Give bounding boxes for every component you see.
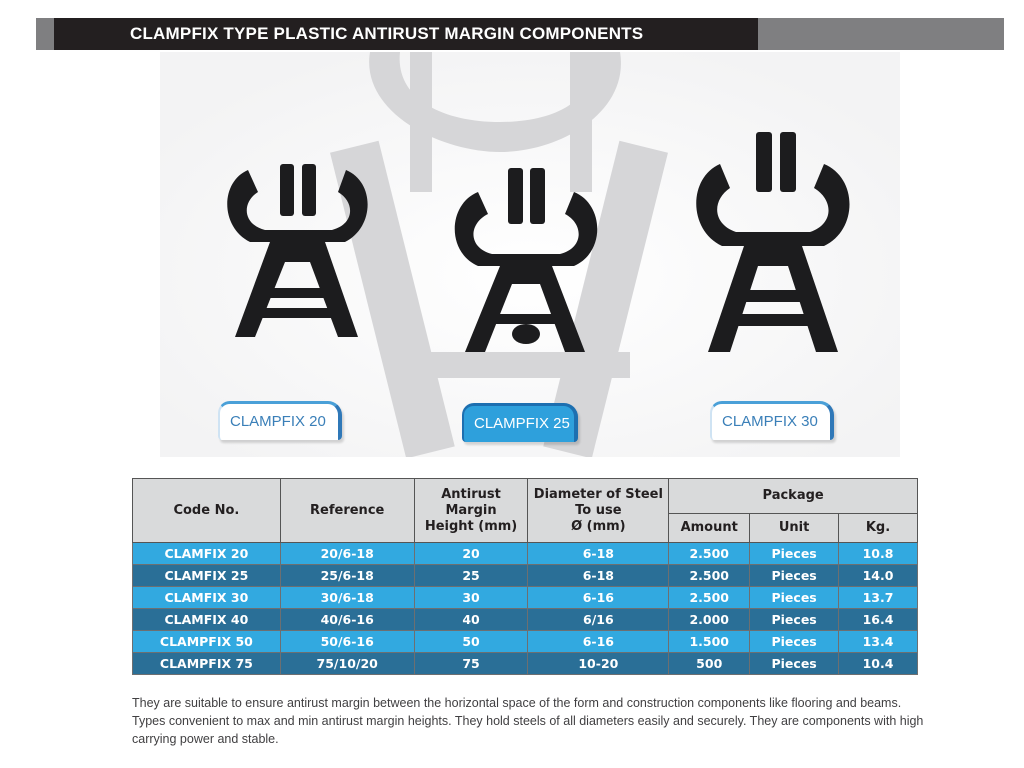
cell-kg: 16.4 [839,609,918,631]
cell-kg: 10.4 [839,653,918,675]
cell-unit: Pieces [750,653,839,675]
table-row [133,543,918,565]
cell-height: 75 [414,653,528,675]
product-label-clampfix-20 [218,401,342,440]
cell-kg: 14.0 [839,565,918,587]
product-label-clampfix-25 [462,403,578,442]
product-label-text: CLAMPFIX 25 [474,415,570,432]
col-header-diameter-line1: Diameter of Steel [533,486,663,502]
cell-height: 25 [414,565,528,587]
cell-diameter: 6/16 [528,609,669,631]
col-header-amount: Amount [669,514,750,543]
cell-diameter: 6-16 [528,631,669,653]
header-accent-right [758,18,1004,50]
cell-amount: 2.000 [669,609,750,631]
col-header-package: Package [669,479,918,514]
col-header-diameter-line3: Ø (mm) [571,518,626,534]
cell-kg: 13.4 [839,631,918,653]
cell-code: CLAMPFIX 75 [133,653,281,675]
cell-code: CLAMFIX 40 [133,609,281,631]
product-photo [160,52,900,457]
cell-diameter: 10-20 [528,653,669,675]
product-label-text: CLAMPFIX 30 [722,413,818,430]
col-header-kg: Kg. [839,514,918,543]
table-row [133,631,918,653]
cell-diameter: 6-18 [528,543,669,565]
cell-height: 30 [414,587,528,609]
cell-code: CLAMPFIX 50 [133,631,281,653]
cell-amount: 500 [669,653,750,675]
cell-kg: 10.8 [839,543,918,565]
col-header-reference: Reference [280,479,414,543]
cell-reference: 75/10/20 [280,653,414,675]
cell-amount: 2.500 [669,565,750,587]
cell-unit: Pieces [750,609,839,631]
col-header-margin-line1: Antirust [441,486,501,502]
table-row [133,587,918,609]
product-illustration [160,52,900,457]
cell-unit: Pieces [750,631,839,653]
header-accent-left [36,18,54,50]
cell-kg: 13.7 [839,587,918,609]
col-header-unit: Unit [750,514,839,543]
table-row [133,653,918,675]
col-header-code: Code No. [133,479,281,543]
col-header-diameter-line2: To use [575,502,622,518]
cell-code: CLAMFIX 25 [133,565,281,587]
cell-code: CLAMFIX 20 [133,543,281,565]
page-title: CLAMPFIX TYPE PLASTIC ANTIRUST MARGIN COMPONENTS [130,24,644,43]
cell-diameter: 6-16 [528,587,669,609]
product-label-text: CLAMPFIX 20 [230,413,326,430]
cell-amount: 2.500 [669,543,750,565]
col-header-margin-line3: Height (mm) [424,518,518,534]
col-header-margin-line2: Margin [445,502,497,518]
col-header-margin-height [414,479,528,543]
cell-unit: Pieces [750,543,839,565]
cell-reference: 40/6-16 [280,609,414,631]
cell-height: 20 [414,543,528,565]
product-label-clampfix-30 [710,401,834,440]
cell-amount: 2.500 [669,587,750,609]
description-text: They are suitable to ensure antirust margin between the horizontal space of the form and construction components like flooring and beams. Types convenient to max and min antirust margin heights. They hold steels of all diameters easily and securely. They are components with high carrying power and stable. [132,696,924,746]
cell-height: 40 [414,609,528,631]
cell-diameter: 6-18 [528,565,669,587]
table-row [133,565,918,587]
spec-table [132,478,918,675]
cell-reference: 25/6-18 [280,565,414,587]
cell-reference: 20/6-18 [280,543,414,565]
cell-amount: 1.500 [669,631,750,653]
cell-code: CLAMFIX 30 [133,587,281,609]
table-row [133,609,918,631]
cell-reference: 30/6-18 [280,587,414,609]
cell-unit: Pieces [750,565,839,587]
cell-height: 50 [414,631,528,653]
cell-reference: 50/6-16 [280,631,414,653]
cell-unit: Pieces [750,587,839,609]
col-header-diameter [528,479,669,543]
